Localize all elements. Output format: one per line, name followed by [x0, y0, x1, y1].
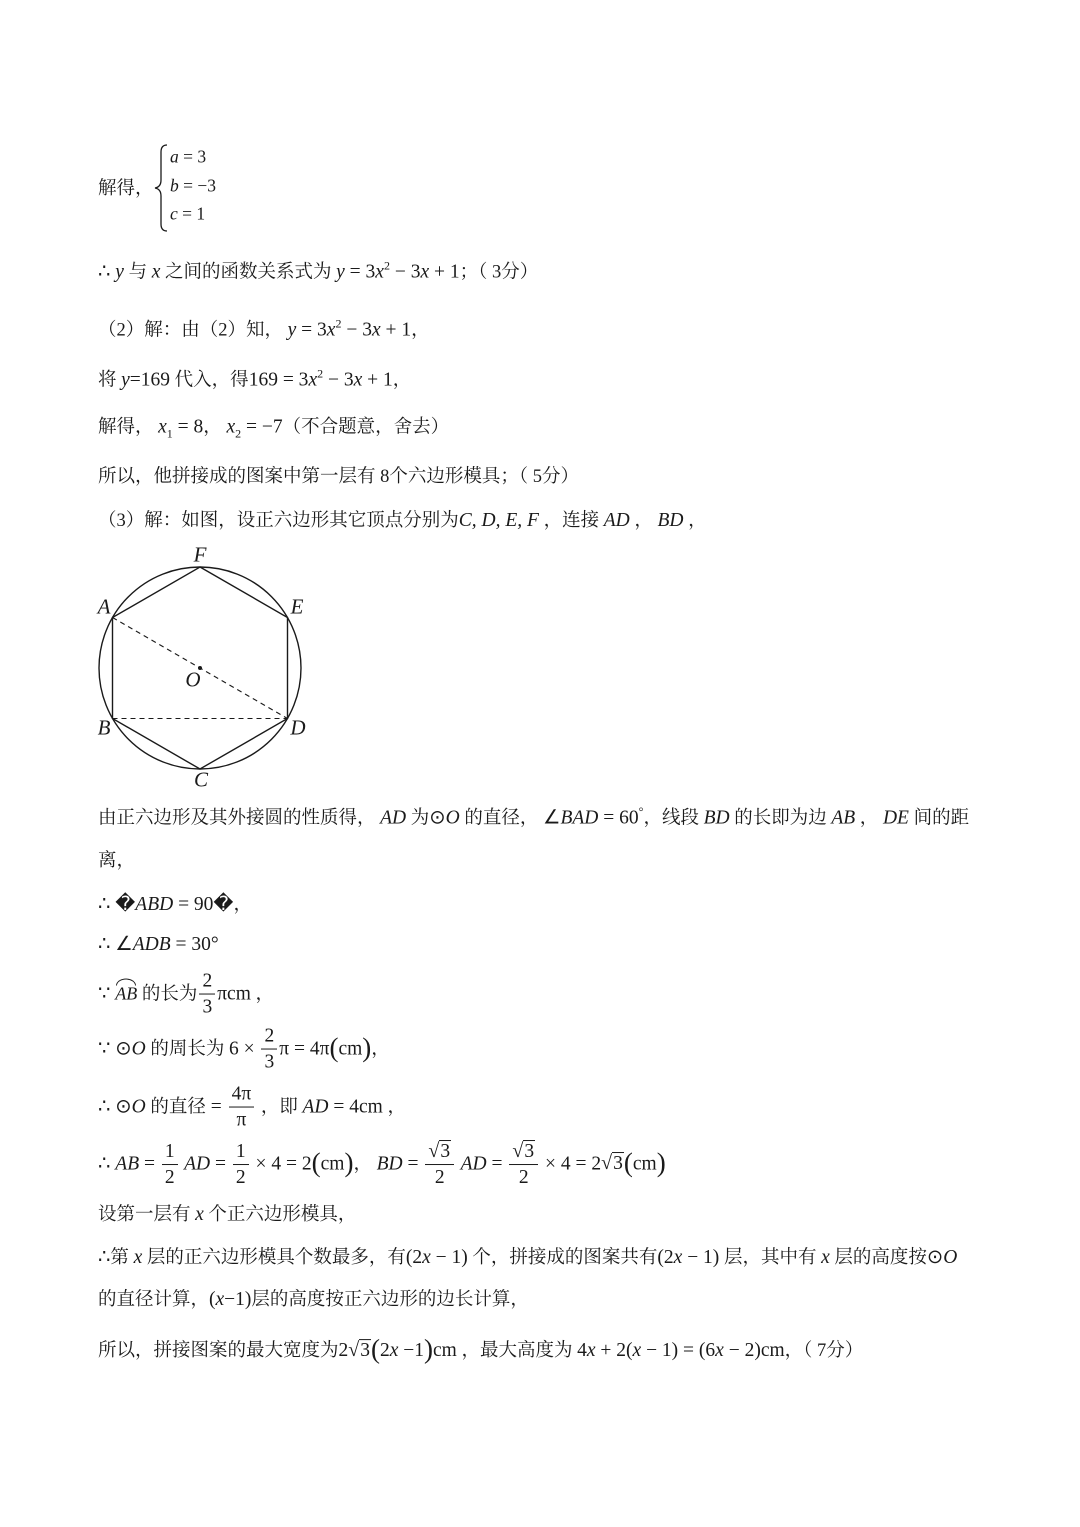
- math-text: 1: [164, 1140, 175, 1162]
- math-text: 6 ×: [228, 1038, 260, 1060]
- fraction-denominator: [162, 1164, 178, 1188]
- text-run: ，: [392, 370, 412, 391]
- line-diameter: [98, 1085, 406, 1132]
- text-run: 离，: [98, 851, 136, 872]
- math-text: cm: [632, 1153, 657, 1175]
- math-variable: c: [170, 203, 178, 224]
- text-run: 将: [98, 370, 122, 391]
- math-text: = 3: [296, 319, 327, 341]
- math-text: = 3: [344, 261, 376, 283]
- math-variable: x: [375, 261, 384, 283]
- math-text: − 3: [389, 261, 421, 283]
- fraction: [261, 1027, 277, 1074]
- math-text: 4: [577, 1340, 587, 1362]
- text-run: 第: [110, 1248, 134, 1269]
- line-part3-setup: [98, 507, 707, 535]
- math-text: = −7: [241, 416, 283, 438]
- math-text: ⊙: [429, 807, 446, 829]
- math-variable: x: [215, 1289, 225, 1311]
- math-text: cm: [338, 1038, 363, 1060]
- text-run: ，: [411, 320, 430, 341]
- math-variable: BD: [657, 510, 684, 532]
- math-text: 4π: [231, 1083, 252, 1105]
- subscript: 2: [235, 426, 242, 441]
- line-hexagon-properties: [98, 804, 969, 833]
- text-run: ；（ 3分）: [459, 262, 539, 283]
- vertex-label-a: A: [97, 594, 111, 619]
- math-variable: x: [715, 1340, 724, 1362]
- text-run: 间的距: [908, 808, 970, 829]
- line-first-layer-count: [98, 465, 579, 491]
- line-continuation: [98, 849, 135, 875]
- math-variable: AB: [115, 1153, 140, 1175]
- text-run: （3）解：如图，设正六边形其它顶点分别为: [98, 511, 459, 532]
- text-run: 设第一层有: [98, 1205, 196, 1226]
- line-arc-length: [98, 972, 274, 1019]
- line-angle-adb: [98, 931, 219, 959]
- paren: (: [623, 1147, 633, 1178]
- math-text: 3: [264, 1052, 275, 1073]
- math-variable: x: [158, 416, 167, 438]
- math-text: ∴ ∠: [98, 934, 133, 956]
- text-run: 所以，他拼接成的图案中第一层有 8个六边形模具；（ 5分）: [98, 467, 580, 488]
- math-variable: O: [943, 1247, 958, 1269]
- text-run: 解得，: [98, 417, 159, 438]
- vertex-label-c: C: [193, 767, 209, 792]
- text-run: ，: [233, 895, 252, 916]
- math-variable: ABD: [135, 894, 174, 916]
- text-run: 个，拼接成的图案共有: [467, 1248, 658, 1269]
- paren: ): [362, 1032, 372, 1063]
- fraction-numerator: [162, 1142, 178, 1164]
- text-run: ，: [371, 1039, 390, 1060]
- math-variable: BAD: [560, 807, 599, 829]
- math-text: 2: [434, 1167, 445, 1189]
- math-variable: AB: [831, 807, 856, 829]
- math-text: −1: [398, 1340, 425, 1362]
- math-text: − 2)cm: [723, 1340, 785, 1362]
- math-text: − 3: [323, 369, 354, 391]
- text-run: 的直径计算，: [98, 1290, 210, 1311]
- math-text: + 1: [429, 261, 460, 283]
- vertex-label-b: B: [97, 715, 111, 740]
- math-text: × 4 = 2: [250, 1153, 312, 1175]
- math-text: 2: [380, 1340, 390, 1362]
- math-text: ∵ ⊙: [98, 1038, 132, 1060]
- math-text: (2: [405, 1247, 423, 1269]
- math-text: ∴ ⊙: [98, 1096, 132, 1118]
- math-text: 2: [235, 1167, 246, 1188]
- brace-path: [155, 145, 167, 231]
- math-variable: x: [371, 319, 381, 341]
- math-text: =: [139, 1153, 160, 1175]
- fraction-denominator: [233, 1164, 249, 1188]
- line-ab-bd-lengths: [98, 1141, 666, 1189]
- math-variable: x: [673, 1247, 683, 1269]
- text-run: ，最大高度为: [456, 1341, 578, 1362]
- text-run: ，: [382, 1097, 406, 1118]
- math-variable: AD: [603, 510, 630, 532]
- math-variable: x: [389, 1340, 399, 1362]
- superscript: °: [638, 804, 644, 819]
- math-variable: x: [821, 1247, 830, 1269]
- math-text: 2: [164, 1167, 175, 1188]
- math-variable: y: [121, 369, 130, 391]
- math-text: 3: [202, 997, 213, 1018]
- math-variable: x: [420, 261, 430, 283]
- math-text: (: [209, 1289, 216, 1311]
- paren: (: [329, 1032, 339, 1063]
- math-variable: BD: [703, 807, 730, 829]
- line-layer-analysis: [98, 1244, 957, 1272]
- math-variable: x: [353, 369, 363, 391]
- math-variable: O: [445, 807, 460, 829]
- radical-sign: √: [348, 1339, 360, 1362]
- text-run: ，: [683, 511, 707, 532]
- math-text: − 3: [341, 319, 372, 341]
- radicand: 3: [440, 1141, 451, 1163]
- math-text: (2: [657, 1247, 674, 1269]
- paren: ): [344, 1147, 354, 1178]
- math-variable: DE: [882, 807, 909, 829]
- math-text: = 90�: [173, 894, 234, 916]
- math-text: −1): [224, 1289, 252, 1311]
- math-text: ∴ �: [98, 894, 136, 916]
- math-variable: C, D, E, F: [458, 510, 539, 532]
- math-text: π = 4π: [279, 1038, 330, 1060]
- square-root: [512, 1141, 535, 1162]
- math-text: ⊙: [926, 1247, 944, 1269]
- math-variable: AD: [302, 1096, 329, 1118]
- math-text: cm: [433, 1340, 457, 1362]
- math-text: × 4 = 2: [540, 1153, 602, 1175]
- math-variable: x: [422, 1247, 431, 1269]
- math-variable: x: [133, 1247, 143, 1269]
- math-text: = 1: [177, 203, 206, 224]
- text-run: 之间的函数关系式为: [160, 262, 337, 283]
- system-row-b: [170, 174, 216, 199]
- radicand: 3: [524, 1141, 535, 1163]
- math-text: + 2(: [595, 1340, 633, 1362]
- text-run: 的长为: [137, 984, 198, 1005]
- math-text: = 60: [598, 807, 639, 829]
- text-run: 代入，得: [170, 370, 249, 391]
- math-text: =: [486, 1153, 508, 1175]
- math-text: =169: [129, 369, 171, 391]
- line-set-variable: [98, 1201, 356, 1229]
- hexagon-circle-figure: [80, 540, 330, 800]
- math-variable: x: [195, 1204, 204, 1226]
- math-text: + 1: [380, 319, 412, 341]
- paren: (: [311, 1147, 321, 1178]
- fraction-numerator: [261, 1027, 277, 1049]
- fraction-numerator: [229, 1085, 255, 1107]
- superscript: 2: [383, 258, 390, 273]
- radical-sign: √: [428, 1140, 440, 1163]
- math-variable: AD: [456, 1153, 487, 1175]
- text-run: ，（ 7分）: [784, 1341, 864, 1362]
- text-run: （不合题意，舍去）: [282, 417, 450, 438]
- math-variable: x: [586, 1340, 596, 1362]
- math-text: πcm: [217, 983, 251, 1005]
- solution-label: 解得，: [98, 179, 154, 199]
- text-run: 为: [406, 808, 430, 829]
- text-run: 层的高度按: [829, 1248, 927, 1269]
- math-text: ∴: [98, 1153, 116, 1175]
- math-text: − 1): [682, 1247, 720, 1269]
- vertex-label-d: D: [290, 715, 306, 740]
- math-text: 2: [264, 1025, 275, 1047]
- subscript: 1: [166, 426, 173, 441]
- text-run: ，线段: [643, 808, 704, 829]
- math-variable: a: [170, 146, 179, 167]
- math-text: ∴: [98, 1247, 111, 1269]
- text-run: ，: [203, 417, 227, 438]
- radical-sign: √: [601, 1152, 613, 1175]
- text-run: ，: [855, 808, 883, 829]
- vertex-label-f: F: [193, 542, 207, 567]
- math-text: = 3: [178, 146, 207, 167]
- text-run: 的长即为边: [729, 808, 832, 829]
- fraction-numerator: [233, 1142, 249, 1164]
- text-run: ，: [629, 511, 658, 532]
- fraction: [229, 1085, 255, 1132]
- math-variable: x: [632, 1340, 642, 1362]
- system-row-c: [170, 202, 205, 227]
- radicand: 3: [613, 1153, 623, 1175]
- radical-sign: √: [512, 1140, 524, 1163]
- math-text: 2: [338, 1340, 349, 1362]
- math-text: ∠: [542, 807, 561, 829]
- math-variable: O: [131, 1096, 146, 1118]
- paren: ): [656, 1147, 666, 1178]
- line-part2-known: [98, 316, 430, 345]
- fraction-denominator: [229, 1107, 255, 1131]
- superscript: 2: [335, 316, 342, 331]
- paren: (: [371, 1334, 380, 1365]
- fraction: [199, 972, 215, 1019]
- math-text: cm: [320, 1153, 345, 1175]
- math-text: 2: [518, 1167, 529, 1189]
- math-variable: x: [151, 261, 161, 283]
- math-text: + 1: [362, 369, 393, 391]
- text-run: 层的正六边形模具个数最多，有: [142, 1248, 406, 1269]
- line-substitute-169: [98, 366, 411, 395]
- math-text: = 4cm: [328, 1096, 383, 1118]
- square-root: [348, 1336, 371, 1364]
- system-row-a: [170, 145, 206, 170]
- line-function-relation: [98, 258, 538, 287]
- math-text: − 1) = (6: [641, 1340, 716, 1362]
- fraction-numerator: [199, 972, 215, 994]
- line-angle-abd: [98, 891, 252, 919]
- text-run: （2）解：由（2）知，: [98, 320, 288, 341]
- fraction-numerator: [509, 1141, 538, 1164]
- text-run: 个正六边形模具，: [203, 1205, 357, 1226]
- text-run: ，即: [256, 1097, 303, 1118]
- math-text: 169 = 3: [248, 369, 309, 391]
- line-final-answer: [98, 1331, 863, 1369]
- fraction: [425, 1141, 454, 1189]
- center-label-o: O: [185, 667, 201, 692]
- math-variable: AD: [179, 1153, 211, 1175]
- math-text: = 30°: [170, 934, 219, 956]
- arc-ab: AB: [115, 981, 137, 1006]
- math-text: =: [210, 1153, 231, 1175]
- text-run: 层，其中有: [719, 1248, 822, 1269]
- text-run: 的直径: [145, 1097, 206, 1118]
- fraction-numerator: [425, 1141, 454, 1164]
- square-root: [428, 1141, 451, 1162]
- math-text: ∴: [98, 261, 116, 283]
- superscript: 2: [317, 366, 324, 381]
- math-text: π: [236, 1110, 247, 1131]
- math-text: 1: [235, 1140, 246, 1162]
- math-text: ∵: [98, 983, 116, 1005]
- fraction-denominator: [199, 994, 215, 1018]
- text-run: 由正六边形及其外接圆的性质得，: [98, 808, 381, 829]
- fraction-denominator: [261, 1049, 277, 1073]
- math-variable: ADB: [132, 934, 171, 956]
- math-text: = 8: [172, 416, 204, 438]
- fraction: [509, 1141, 538, 1189]
- text-run: ，连接: [538, 511, 604, 532]
- math-text: =: [205, 1096, 227, 1118]
- text-run: 所以，拼接图案的最大宽度为: [98, 1341, 339, 1362]
- math-variable: x: [226, 416, 236, 438]
- math-variable: O: [131, 1038, 146, 1060]
- math-text: =: [402, 1153, 424, 1175]
- math-variable: BD: [376, 1153, 403, 1175]
- fraction-denominator: [425, 1165, 454, 1189]
- text-run: 的直径，: [459, 808, 543, 829]
- fraction-denominator: [509, 1165, 538, 1189]
- paren: ): [424, 1334, 434, 1365]
- math-variable: y: [287, 319, 297, 341]
- math-text: = −3: [178, 175, 216, 196]
- math-text: 2: [202, 970, 213, 992]
- math-variable: x: [326, 319, 336, 341]
- text-run: ，: [353, 1154, 377, 1175]
- math-variable: y: [115, 261, 124, 283]
- fraction: [233, 1142, 249, 1189]
- square-root: [601, 1149, 624, 1177]
- radicand: 3: [360, 1340, 370, 1362]
- system-brace: [152, 142, 172, 234]
- line-layer-analysis-cont: [98, 1286, 529, 1314]
- fraction: [162, 1142, 178, 1189]
- vertex-label-e: E: [290, 594, 304, 619]
- math-variable: AD: [380, 807, 407, 829]
- text-run: 的周长为: [145, 1039, 229, 1060]
- line-circumference: [98, 1027, 390, 1074]
- text-run: ，: [250, 984, 274, 1005]
- math-variable: x: [308, 369, 318, 391]
- line-roots: [98, 414, 449, 443]
- text-run: 层的高度按正六边形的边长计算，: [251, 1290, 529, 1311]
- math-variable: y: [336, 261, 345, 283]
- text-run: 与: [123, 262, 152, 283]
- math-variable: b: [170, 175, 179, 196]
- math-text: − 1): [430, 1247, 468, 1269]
